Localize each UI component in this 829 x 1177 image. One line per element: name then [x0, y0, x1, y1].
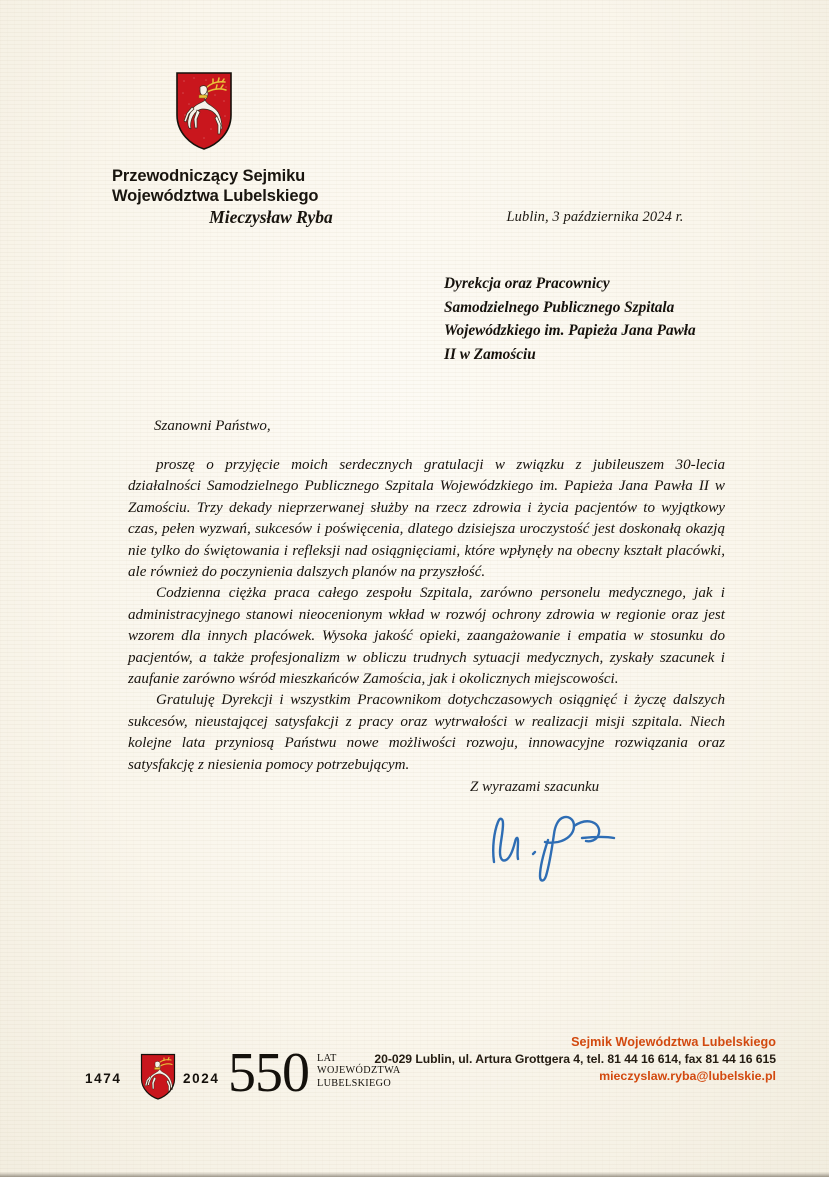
footer-address: 20-029 Lublin, ul. Artura Grottgera 4, tel. 81 44 16 614, fax 81 44 16 615	[374, 1052, 776, 1066]
body-paragraph-1: proszę o przyjęcie moich serdecznych gratulacji w związku z jubileuszem 30-lecia działalności Samodzielnego Publicznego Szpitala Wojewódzkiego im. Papieża Jana Pawła II w Zamościu. Trzy dekady nieprzerwanej służby na rzecz zdrowia i życia pacjentów to wyjątkowy czas, pełen wyzwań, sukcesów i poświęcenia, dlatego dzisiejsza uroczystość jest doskonałą okazją nie tylko do świętowania i refleksji nad osiągnięciami, które wpłynęły na obecny kształt placówki, ale również do poczynienia dalszych planów na przyszłość.	[128, 457, 725, 581]
letterhead-signatory-name: Mieczysław Ryba	[209, 207, 333, 227]
anniversary-year-end: 2024	[183, 1071, 220, 1086]
letterhead-title-line2: Województwa Lubelskiego	[112, 187, 319, 205]
addressee-line-4: II w Zamościu	[444, 345, 536, 363]
anniversary-caption-line-2: WOJEWÓDZTWA	[317, 1065, 401, 1077]
footer-contact-block	[374, 1034, 776, 1085]
anniversary-caption-line-3: LUBELSKIEGO	[317, 1077, 392, 1089]
addressee-line-3: Wojewódzkiego im. Papieża Jana Pawła	[444, 322, 696, 339]
lublin-coat-of-arms-icon	[140, 1053, 176, 1100]
closing-salutation: Z wyrazami szacunku	[470, 779, 600, 795]
footer-organization: Sejmik Województwa Lubelskiego	[571, 1035, 776, 1049]
body-paragraph-3: Gratuluję Dyrekcji i wszystkim Pracownikom dotychczasowych osiągnięć i życzę dalszych sukcesów, nieustającej satysfakcji z pracy oraz wytrwałości w realizacji misji szpitala. Niech kolejne lata przyniosą Państwu nowe możliwości rozwoju, innowacyjne rozwiązania oraz satysfakcję z niesienia pomocy potrzebującym.	[128, 692, 725, 773]
letter-body	[128, 455, 725, 776]
handwritten-signature-icon	[482, 800, 662, 885]
salutation: Szanowni Państwo,	[154, 418, 271, 434]
letterhead-block	[112, 166, 412, 228]
body-paragraph-2: Codzienna ciężka praca całego zespołu Szpitala, zarówno personelu medycznego, jak i administracyjnego stanowi nieocenionym wkład w rozwój ochrony zdrowia w regionie oraz jest wzorem dla innych placówek. Wysoka jakość opieki, zaangażowanie i empatia w stosunku do pacjentów, a także profesjonalizm w obliczu trudnych sytuacji medycznych, zyskały szacunek i zaufanie zarówno wśród mieszkańców Zamościa, jak i okolicznych miejscowości.	[128, 585, 725, 688]
anniversary-caption-line-1: LAT	[317, 1053, 337, 1064]
lublin-coat-of-arms-icon	[175, 71, 233, 151]
addressee-block	[444, 272, 774, 366]
footer-email[interactable]: mieczyslaw.ryba@lubelskie.pl	[599, 1069, 776, 1083]
anniversary-number: 550	[228, 1042, 309, 1104]
addressee-line-2: Samodzielnego Publicznego Szpitala	[444, 298, 675, 316]
date-line: Lublin, 3 października 2024 r.	[506, 209, 684, 225]
anniversary-year-start: 1474	[85, 1071, 122, 1086]
addressee-line-1: Dyrekcja oraz Pracownicy	[444, 275, 610, 292]
letterhead-title-line1: Przewodniczący Sejmiku	[112, 167, 306, 185]
